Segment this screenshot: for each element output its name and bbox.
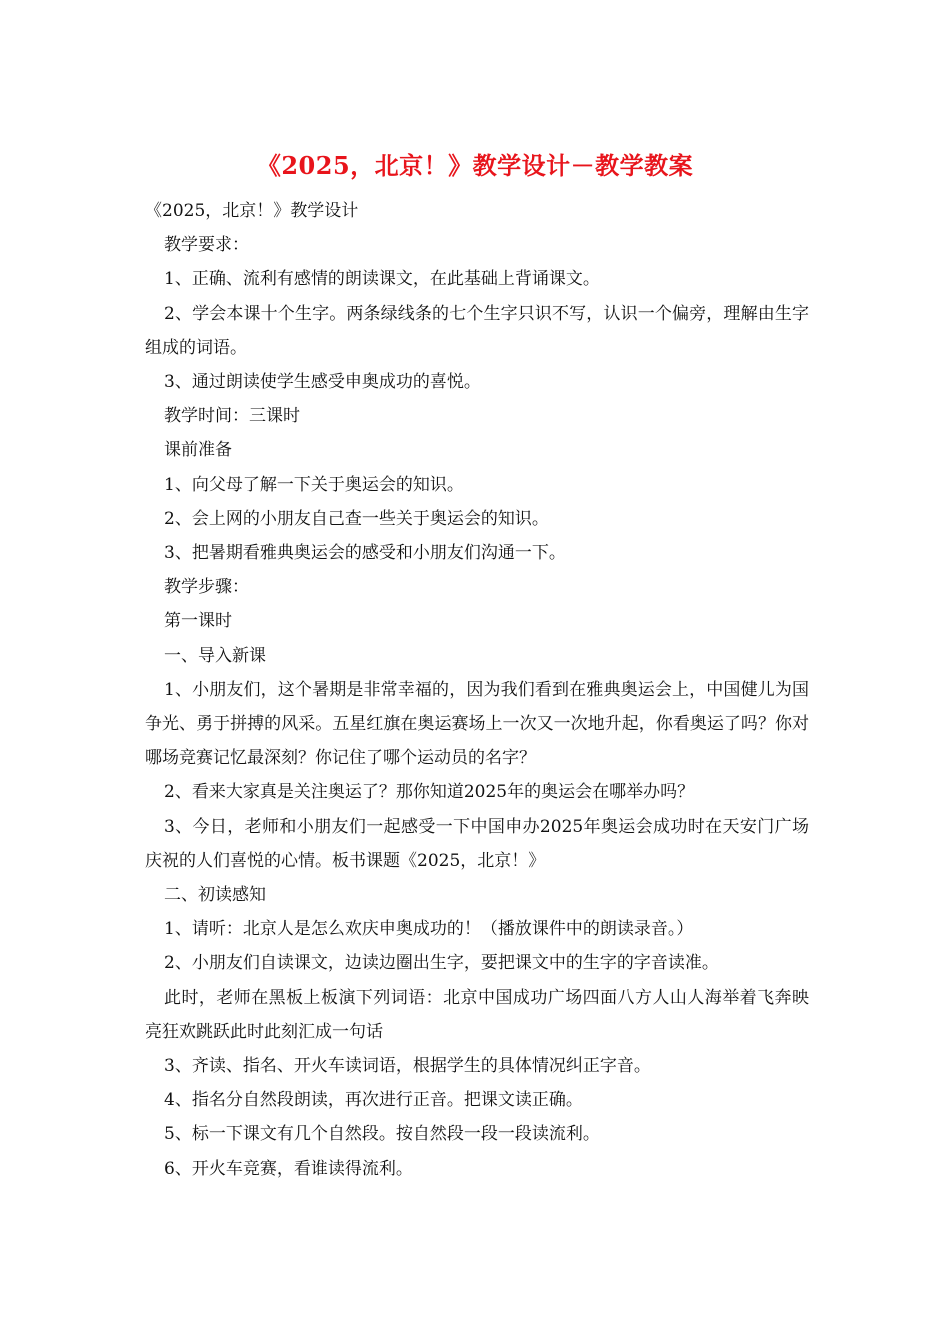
paragraph: 课前准备 <box>164 440 232 461</box>
paragraph: 2、小朋友们自读课文，边读边圈出生字，要把课文中的生字的字音读准。 <box>164 953 719 974</box>
paragraph: 5、标一下课文有几个自然段。按自然段一段一段读流利。 <box>164 1124 600 1145</box>
document-title: 《2025，北京！》教学设计－教学教案 <box>256 151 694 180</box>
paragraph: 3、齐读、指名、开火车读词语，根据学生的具体情况纠正字音。 <box>164 1056 651 1077</box>
paragraph: 1、请听：北京人是怎么欢庆申奥成功的！（播放课件中的朗读录音。） <box>164 919 694 940</box>
paragraph: 6、开火车竞赛，看谁读得流利。 <box>164 1158 413 1179</box>
paragraph: 1、小朋友们，这个暑期是非常幸福的，因为我们看到在雅典奥运会上，中国健儿为国争光、勇于拼搏的风采。五星红旗在奥运赛场上一次又一次地升起，你看奥运了吗？你对哪场竞赛记忆最深刻？你记住了哪个运动员的名字？ <box>145 679 809 769</box>
paragraph: 教学时间：三课时 <box>164 406 300 427</box>
document-subtitle: 《2025，北京！》教学设计 <box>145 201 359 221</box>
paragraph: 2、会上网的小朋友自己查一些关于奥运会的知识。 <box>164 508 549 529</box>
paragraph: 第一课时 <box>164 611 232 632</box>
paragraph: 1、向父母了解一下关于奥运会的知识。 <box>164 474 464 495</box>
document-body <box>145 194 809 1186</box>
paragraph: 4、指名分自然段朗读，再次进行正音。把课文读正确。 <box>164 1090 583 1111</box>
paragraph: 2、看来大家真是关注奥运了？那你知道2025年的奥运会在哪举办吗？ <box>164 782 695 803</box>
paragraph: 1、正确、流利有感情的朗读课文，在此基础上背诵课文。 <box>164 269 600 290</box>
paragraph: 一、导入新课 <box>164 645 266 666</box>
paragraph: 3、通过朗读使学生感受申奥成功的喜悦。 <box>164 372 481 393</box>
paragraph: 此时，老师在黑板上板演下列词语：北京中国成功广场四面八方人山人海举着飞奔映亮狂欢跳跃此时此刻汇成一句话 <box>145 987 809 1042</box>
paragraph: 二、初读感知 <box>164 885 266 906</box>
paragraph: 教学要求： <box>164 235 249 256</box>
paragraph: 3、今日，老师和小朋友们一起感受一下中国申办2025年奥运会成功时在天安门广场庆祝的人们喜悦的心情。板书课题《2025，北京！》 <box>145 816 809 871</box>
paragraph: 3、把暑期看雅典奥运会的感受和小朋友们沟通一下。 <box>164 543 566 564</box>
paragraph: 教学步骤： <box>164 577 249 598</box>
paragraph: 2、学会本课十个生字。两条绿线条的七个生字只识不写，认识一个偏旁，理解由生字组成的词语。 <box>145 303 809 358</box>
